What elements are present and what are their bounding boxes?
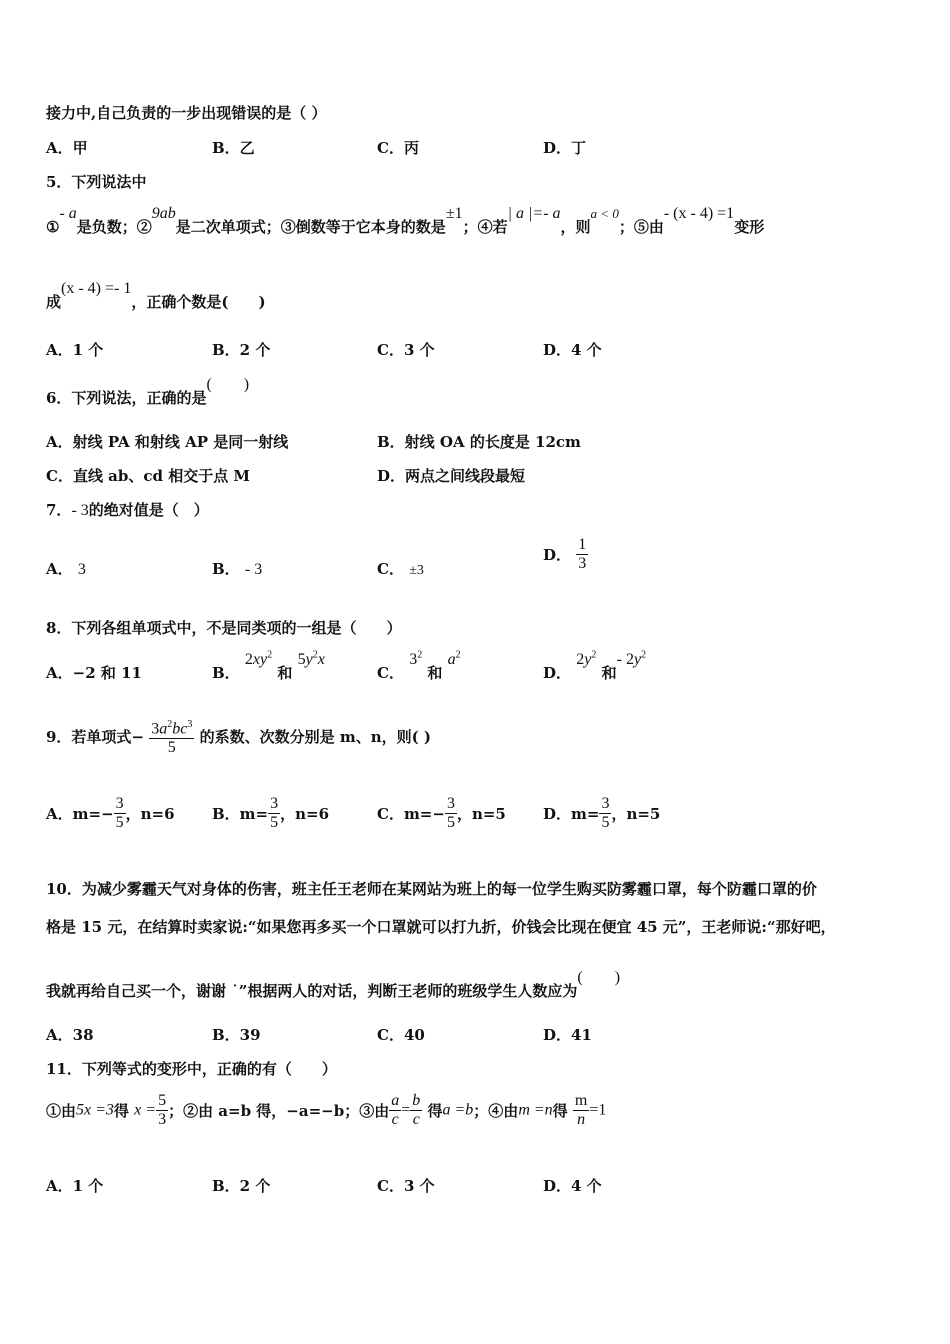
q10-line3: 我就再给自己买一个，谢谢 ˙”根据两人的对话，判断王老师的班级学生人数应为( ) (46, 969, 621, 1000)
q11-option-b: B．2 个 (212, 1177, 271, 1195)
q11-option-c: C．3 个 (377, 1177, 435, 1195)
q5-option-d: D．4 个 (543, 341, 602, 359)
q5-option-c: C．3 个 (377, 341, 435, 359)
q8-option-d: D． $2y^2$ 和- $2y^2$ (543, 649, 647, 682)
q5-option-b: B．2 个 (212, 341, 271, 359)
q9-stem: 9．若单项式− $\frac{3a^2bc^3}{5}$ 的系数、次数分别是 m、n，则( ) (46, 716, 431, 757)
q4-option-c: C．丙 (377, 139, 419, 157)
q10-option-a: A．38 (46, 1026, 94, 1044)
q8-option-b: B． $2xy^2$ 和 $5y^2x$ (212, 649, 325, 682)
q6-option-b: B．射线 OA 的长度是 12cm (377, 433, 581, 451)
q4-option-b: B．乙 (212, 139, 255, 157)
q9-option-a: A．m=− $\frac{3}{5}$ ，n=6 (46, 795, 175, 831)
q9-option-d: D．m= $\frac{3}{5}$ ，n=5 (543, 795, 661, 831)
q9-option-c: C．m=− $\frac{3}{5}$ ，n=5 (377, 795, 506, 831)
q6-option-c: C．直线 ab、cd 相交于点 M (46, 467, 251, 485)
q9-option-b: B．m= $\frac{3}{5}$ ，n=6 (212, 795, 330, 831)
q7-option-d: D． $\frac{1}{3}$ (543, 536, 587, 572)
q10-option-c: C．40 (377, 1026, 425, 1044)
q10-option-b: B．39 (212, 1026, 261, 1044)
q5-line2: 成(x - 4) =- 1，正确个数是( ) (46, 280, 266, 311)
q9-monomial-fraction: $\frac{3a^2bc^3}{5}$ (149, 716, 194, 757)
q5-statements: ①- a是负数；②9ab是二次单项式；③倒数等于它本身的数是±1；④若| a |=- a，则a < 0；⑤由- (x - 4) =1变形 (46, 205, 765, 236)
q6-title: 6．下列说法，正确的是( ) (46, 376, 250, 407)
q5-option-a: A．1 个 (46, 341, 104, 359)
q5-title: 5．下列说法中 (46, 173, 147, 191)
q7-stem: 7．- 3的绝对值是（ ） (46, 501, 209, 519)
q8-option-a: A．−2 和 11 (46, 664, 142, 682)
q7-option-b: B． - 3 (212, 560, 263, 578)
q6-option-a: A．射线 PA 和射线 AP 是同一射线 (46, 433, 289, 451)
q7-fraction: $\frac{1}{3}$ (578, 536, 587, 572)
q10-option-d: D．41 (543, 1026, 592, 1044)
q8-option-c: C． $3^2$ 和 $a^2$ (377, 649, 461, 682)
q7-option-c: C． ±3 (377, 560, 424, 578)
q8-title: 8．下列各组单项式中，不是同类项的一组是（ ） (46, 619, 402, 637)
q7-option-a: A． 3 (46, 560, 86, 578)
q11-option-a: A．1 个 (46, 1177, 104, 1195)
q11-option-d: D．4 个 (543, 1177, 602, 1195)
q6-option-d: D．两点之间线段最短 (377, 467, 526, 485)
q4-stem: 接力中,自己负责的一步出现错误的是（ ） (46, 104, 327, 122)
q11-statements: ①由5x =3得 x = $\frac{5}{3}$ ；②由 a=b 得，−a=−b；③由 $\frac{a}{c}$ = $\frac{b}{c}$ 得a =b；④由m =n得 $\frac{m}{n}$ =1 (46, 1092, 607, 1128)
q10-line1: 10．为减少雾霾天气对身体的伤害，班主任王老师在某网站为班上的每一位学生购买防雾霾口罩，每个防霾口罩的价 (46, 880, 817, 898)
q10-line2: 格是 15 元，在结算时卖家说:“如果您再多买一个口罩就可以打九折，价钱会比现在便宜 45 元”，王老师说:“那好吧， (46, 918, 836, 936)
q4-option-d: D．丁 (543, 139, 587, 157)
q4-option-a: A．甲 (46, 139, 88, 157)
q11-title: 11．下列等式的变形中，正确的有（ ） (46, 1060, 337, 1078)
